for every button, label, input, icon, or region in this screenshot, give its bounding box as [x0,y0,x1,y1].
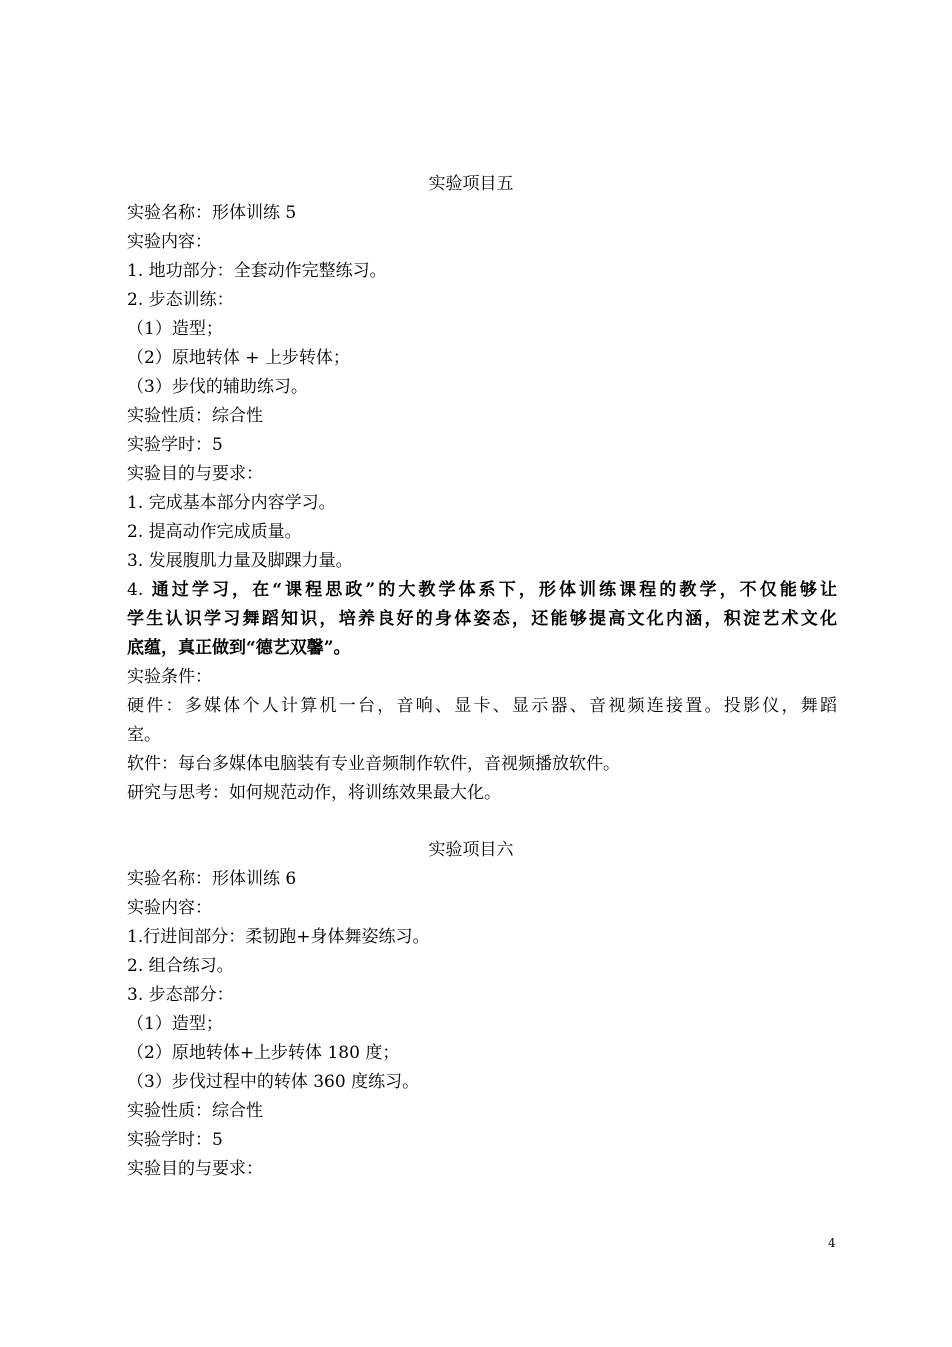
content-item: 2. 组合练习。 [127,956,234,976]
content-item: （3）步伐的辅助练习。 [127,377,308,397]
page-number: 4 [828,1236,836,1250]
goal-item: 1. 完成基本部分内容学习。 [127,493,336,513]
goal-item: 2. 提高动作完成质量。 [127,522,302,542]
goal-item-4-number: 4. [127,580,144,600]
goal-item-4-text: 通过学习，在“课程思政”的大教学体系下，形体训练课程的教学，不仅能够让 [151,580,837,600]
experiment-nature: 实验性质：综合性 [127,406,263,426]
goal-item-4-line3: 底蕴，真正做到“德艺双馨”。 [127,638,351,658]
goal-label: 实验目的与要求： [127,464,263,484]
content-item: 2. 步态训练： [127,290,234,310]
experiment-name: 实验名称：形体训练 6 [127,869,297,889]
hardware-line-cont: 室。 [127,725,161,745]
content-item: 1.行进间部分：柔韧跑+身体舞姿练习。 [127,927,430,947]
content-label: 实验内容： [127,898,212,918]
content-item: 3. 步态部分： [127,985,234,1005]
content-item: 1. 地功部分：全套动作完整练习。 [127,261,387,281]
content-item: （2）原地转体 + 上步转体； [127,348,350,368]
content-item: （3）步伐过程中的转体 360 度练习。 [127,1072,420,1092]
software-line: 软件：每台多媒体电脑装有专业音频制作软件，音视频播放软件。 [127,754,620,774]
hardware-line: 硬件：多媒体个人计算机一台，音响、显卡、显示器、音视频连接置。投影仪，舞蹈 [127,696,837,716]
goal-item-4-line2: 学生认识学习舞蹈知识，培养良好的身体姿态，还能够提高文化内涵，积淀艺术文化 [127,609,837,629]
goal-label: 实验目的与要求： [127,1159,263,1179]
content-item: （1）造型； [127,319,223,339]
section-heading: 实验项目五 [428,174,514,194]
content-label: 实验内容： [127,232,212,252]
goal-item-4-line1 [127,576,837,605]
goal-item: 3. 发展腹肌力量及脚踝力量。 [127,551,353,571]
experiment-name: 实验名称：形体训练 5 [127,203,297,223]
section-heading: 实验项目六 [428,840,514,860]
content-item: （1）造型； [127,1014,223,1034]
experiment-hours: 实验学时：5 [127,1130,223,1150]
experiment-hours: 实验学时：5 [127,435,223,455]
content-item: （2）原地转体+上步转体 180 度； [127,1043,400,1063]
research-line: 研究与思考：如何规范动作，将训练效果最大化。 [127,783,501,803]
experiment-nature: 实验性质：综合性 [127,1101,263,1121]
conditions-label: 实验条件： [127,667,212,687]
